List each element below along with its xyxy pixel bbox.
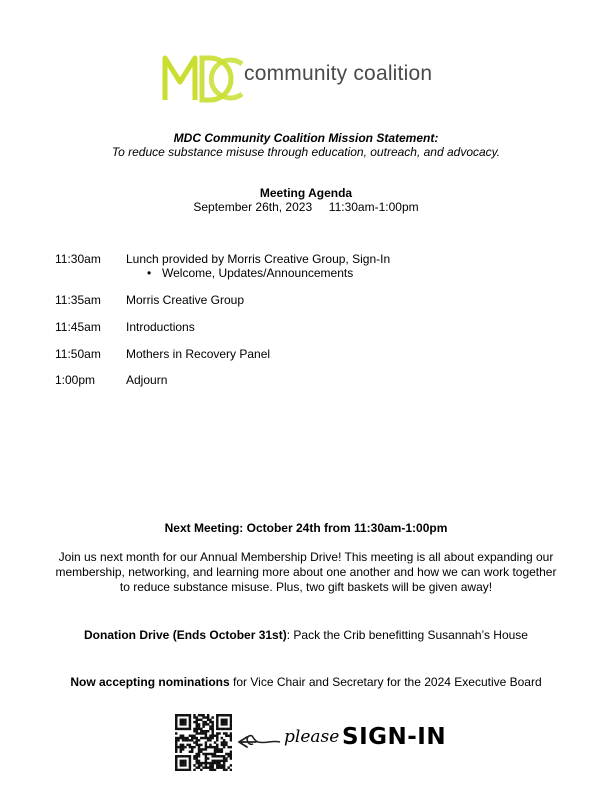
- donation-text: : Pack the Crib benefitting Susannah’s House: [286, 628, 528, 642]
- agenda-time: 11:30am-1:00pm: [328, 200, 419, 214]
- agenda-time: 11:35am: [55, 293, 101, 307]
- nominations-text: for Vice Chair and Secretary for the 2024 Executive Board: [229, 675, 542, 689]
- qr-code[interactable]: [175, 714, 232, 771]
- membership-paragraph: Join us next month for our Annual Membership Drive! This meeting is all about expanding our membership, networking, and learning more about one another and how we can work together to reduce substance misuse. Plus, two gift baskets will be given away!: [55, 550, 557, 594]
- agenda-title: Meeting Agenda: [259, 186, 353, 200]
- mission-text: To reduce substance misuse through education, outreach, and advocacy.: [111, 145, 501, 159]
- qr-code-icon: [175, 714, 232, 771]
- agenda-item-text: Lunch provided by Morris Creative Group, Sign-In: [126, 252, 391, 266]
- nominations: [0, 675, 612, 689]
- next-meeting: Next Meeting: October 24th from 11:30am-1:00pm: [164, 521, 448, 535]
- coalition-logo: [162, 52, 462, 104]
- agenda-bullet: [147, 266, 353, 280]
- mdc-logo-mark: [162, 52, 244, 104]
- agenda-row: [55, 320, 195, 334]
- agenda-time: 11:30am: [55, 252, 101, 266]
- arrow-left-icon: [236, 722, 284, 762]
- agenda-time: 1:00pm: [55, 373, 96, 387]
- agenda-item-text: Adjourn: [126, 373, 168, 387]
- agenda-time: 11:50am: [55, 347, 101, 361]
- nominations-title: Now accepting nominations: [70, 675, 230, 689]
- agenda-row: [55, 373, 167, 387]
- donation-drive: [0, 628, 612, 642]
- agenda-row: [55, 293, 244, 307]
- logo-text: community coalition: [244, 62, 433, 85]
- bullet-dot-icon: •: [147, 266, 152, 280]
- agenda-bullet-text: Welcome, Updates/Announcements: [162, 266, 354, 280]
- agenda-item-text: Morris Creative Group: [126, 293, 245, 307]
- sign-in-prompt: [236, 722, 456, 762]
- agenda-time: 11:45am: [55, 320, 101, 334]
- agenda-date-time: [0, 200, 612, 214]
- agenda-row: [55, 252, 390, 266]
- donation-title: Donation Drive (Ends October 31st): [84, 628, 287, 642]
- mission-title: MDC Community Coalition Mission Statement:: [173, 131, 439, 145]
- agenda-row: [55, 347, 270, 361]
- agenda-date: September 26th, 2023: [193, 200, 313, 214]
- sign-in-label: SIGN-IN: [342, 724, 447, 750]
- agenda-item-text: Introductions: [126, 320, 195, 334]
- please-text: please: [284, 727, 340, 747]
- agenda-item-text: Mothers in Recovery Panel: [126, 347, 271, 361]
